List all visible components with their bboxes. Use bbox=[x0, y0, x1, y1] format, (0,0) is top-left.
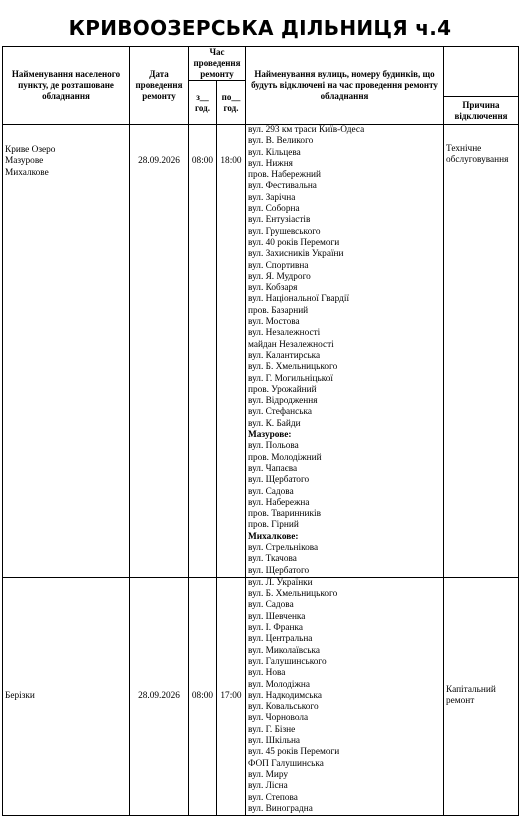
time-to-cell: 18:00 bbox=[217, 125, 246, 578]
reason-cell: Капітальний ремонт bbox=[444, 577, 519, 815]
streets-cell bbox=[246, 577, 444, 815]
street-item: вул. Спортивна bbox=[248, 260, 309, 271]
page-title: КРИВООЗЕРСЬКА ДІЛЬНИЦЯ ч.4 bbox=[68, 16, 452, 40]
street-item: майдан Незалежності bbox=[248, 339, 334, 350]
street-item: вул. Зарічна bbox=[248, 192, 296, 203]
street-item: вул. Національної Гвардії bbox=[248, 294, 350, 305]
street-item: вул. Л. Українки bbox=[248, 577, 313, 588]
outage-schedule-table bbox=[2, 46, 519, 816]
street-item: вул. 40 років Перемоги bbox=[248, 237, 340, 248]
table-row bbox=[3, 577, 519, 815]
street-item: вул. Щербатого bbox=[248, 565, 310, 576]
street-item: вул. Відродження bbox=[248, 396, 318, 407]
street-item: вул. Ентузіастів bbox=[248, 215, 311, 226]
street-item: вул. Лісна bbox=[248, 781, 288, 792]
street-item: вул. Соборна bbox=[248, 204, 300, 215]
street-item: вул. 293 км траси Київ-Одеса bbox=[248, 125, 365, 135]
header-reason-spacer bbox=[444, 47, 519, 81]
street-item: вул. 45 років Перемоги bbox=[248, 747, 340, 758]
settlement-name: Мазурове bbox=[5, 156, 44, 167]
date-cell: 28.09.2026 bbox=[130, 125, 189, 578]
street-item: вул. Б. Хмельницького bbox=[248, 589, 338, 600]
settlement-subheading: Мазурове: bbox=[248, 430, 292, 441]
street-item: вул. Захисників України bbox=[248, 249, 344, 260]
street-item: вул. Чапаєва bbox=[248, 463, 298, 474]
street-item: вул. Г. Могильніцької bbox=[248, 373, 333, 384]
street-item: ФОП Галушинська bbox=[248, 758, 324, 769]
street-item: вул. Нова bbox=[248, 668, 286, 679]
street-item: вул. Мостова bbox=[248, 317, 300, 328]
time-to-cell: 17:00 bbox=[217, 577, 246, 815]
street-item: пров. Базарний bbox=[248, 305, 309, 316]
time-from-cell: 08:00 bbox=[189, 577, 217, 815]
street-item: вул. Кобзаря bbox=[248, 283, 298, 294]
street-item: пров. Урожайний bbox=[248, 384, 317, 395]
street-item: вул. Б. Хмельницького bbox=[248, 362, 338, 373]
street-item: вул. Шевченка bbox=[248, 611, 306, 622]
street-item: вул. В. Великого bbox=[248, 136, 314, 147]
street-item: вул. Нижня bbox=[248, 158, 293, 169]
street-item: вул. Надкодимська bbox=[248, 690, 323, 701]
street-item: вул. Незалежності bbox=[248, 328, 321, 339]
settlement-name: Михалкове bbox=[5, 167, 49, 178]
header-reason-spacer-2 bbox=[444, 81, 519, 97]
settlement-name: Криве Озеро bbox=[5, 145, 56, 155]
street-item: вул. Щербатого bbox=[248, 475, 310, 486]
header-time-group: Час проведення ремонту bbox=[189, 47, 246, 81]
street-item: вул. Садова bbox=[248, 600, 294, 611]
street-item: вул. Садова bbox=[248, 486, 294, 497]
street-item: вул. Калантирська bbox=[248, 350, 321, 361]
street-item: вул. Шкільна bbox=[248, 736, 301, 747]
street-item: вул. Г. Бізне bbox=[248, 724, 296, 735]
street-item: вул. Центральна bbox=[248, 634, 313, 645]
street-item: вул. Я. Мудрого bbox=[248, 271, 311, 282]
street-item: вул. Миколаївська bbox=[248, 645, 320, 656]
streets-cell bbox=[246, 125, 444, 578]
street-item: вул. Стрельнікова bbox=[248, 542, 319, 553]
street-item: вул. Набережна bbox=[248, 497, 310, 508]
street-item: вул. Чорновола bbox=[248, 713, 309, 724]
header-time-from: з__ год. bbox=[189, 81, 217, 125]
street-item: вул. Ткачова bbox=[248, 554, 297, 565]
street-item: вул. І. Франка bbox=[248, 623, 303, 634]
street-item: вул. Молодіжна bbox=[248, 679, 311, 690]
settlement-cell bbox=[3, 577, 130, 815]
street-item: пров. Набережний bbox=[248, 170, 322, 181]
street-item: вул. Ковальського bbox=[248, 702, 319, 713]
street-item: вул. Грушевського bbox=[248, 226, 321, 237]
street-item: вул. Степова bbox=[248, 792, 298, 803]
street-item: вул. Стефанська bbox=[248, 407, 312, 418]
street-item: вул. Фестивальна bbox=[248, 181, 317, 192]
street-item: пров. Молодіжний bbox=[248, 452, 322, 463]
time-from-cell: 08:00 bbox=[189, 125, 217, 578]
street-item: пров. Тваринників bbox=[248, 509, 321, 520]
reason-cell: Технічне обслуговування bbox=[444, 125, 519, 578]
settlement-subheading: Михалкове: bbox=[248, 531, 299, 542]
settlement-cell bbox=[3, 125, 130, 578]
header-streets: Найменування вулиць, номеру будинків, що будуть відключені на час проведення ремонту обладнання bbox=[246, 47, 444, 125]
table-row bbox=[3, 125, 519, 578]
street-item: вул. Кільцева bbox=[248, 147, 301, 158]
street-item: вул. К. Байди bbox=[248, 418, 301, 429]
street-item: вул. Миру bbox=[248, 769, 289, 780]
header-time-to: по__ год. bbox=[217, 81, 246, 125]
street-item: пров. Гірний bbox=[248, 520, 299, 531]
street-item: вул. Польова bbox=[248, 441, 299, 452]
header-date: Дата проведення ремонту bbox=[130, 47, 189, 125]
date-cell: 28.09.2026 bbox=[130, 577, 189, 815]
settlement-name: Берізки bbox=[5, 690, 35, 701]
street-item: вул. Виноградна bbox=[248, 803, 313, 814]
header-reason: Причина відключення bbox=[444, 97, 519, 125]
header-settlement: Найменування населеного пункту, де розташоване обладнання bbox=[3, 47, 130, 125]
street-item: вул. Галушинського bbox=[248, 656, 327, 667]
